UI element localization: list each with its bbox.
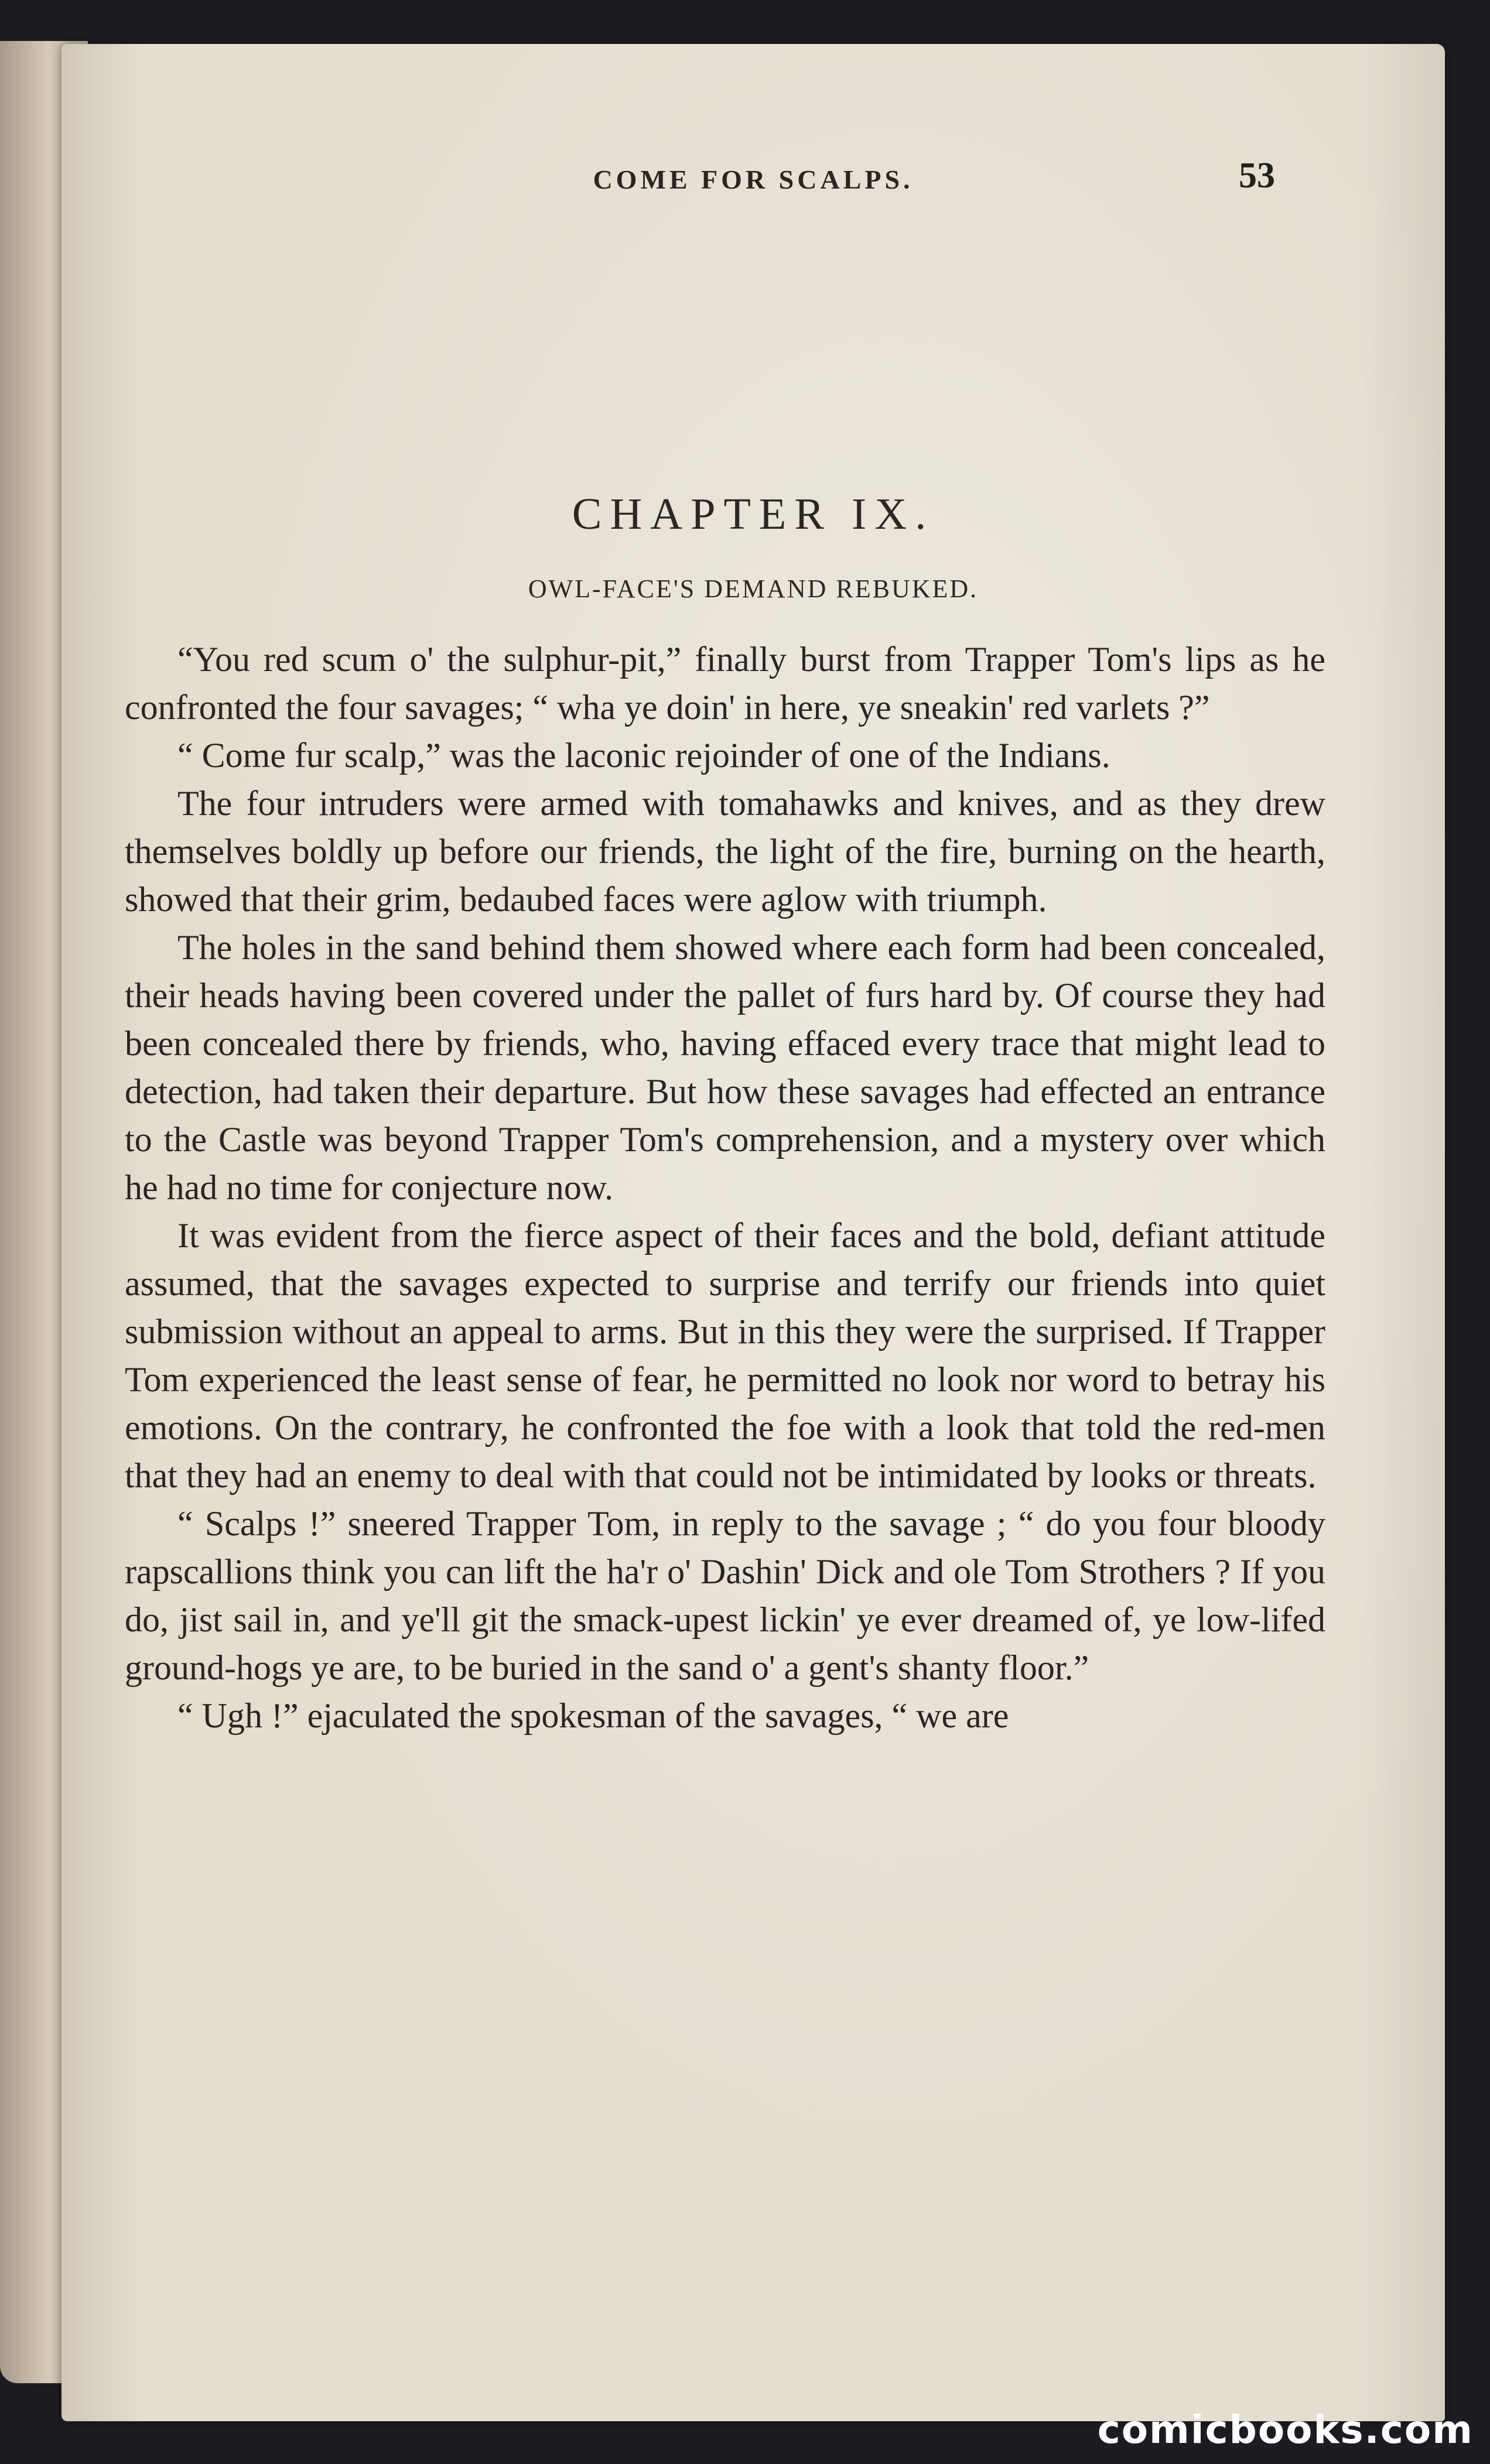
chapter-title: CHAPTER IX. xyxy=(572,490,935,539)
paragraph: “ Come fur scalp,” was the laconic rejoinder of one of the Indians. xyxy=(177,736,1110,775)
body-text xyxy=(125,635,1325,1740)
chapter-subtitle: OWL-FACE'S DEMAND REBUKED. xyxy=(528,574,979,603)
book-page xyxy=(61,44,1445,2421)
paragraph: “ Scalps !” sneered Trapper Tom, in reply to the savage ; “ do you four bloody rapscallions think you can lift the ha'r o' Dashin' Dick and ole Tom Strothers ? If you do, jist sail in, and ye'll git the smack-upest lickin' ye ever dreamed of, ye low-lifed ground-hogs ye are, to be buried in the sand o' a gent's shanty floor.” xyxy=(125,1504,1325,1687)
paragraph: “ Ugh !” ejaculated the spokesman of the savages, “ we are xyxy=(177,1696,1009,1735)
paragraph: “You red scum o' the sulphur-pit,” finally burst from Trapper Tom's lips as he confronted the four savages; “ wha ye doin' in here, ye sneakin' red varlets ?” xyxy=(125,640,1325,727)
watermark: comicbooks.com xyxy=(1097,2407,1474,2452)
paragraph: The four intruders were armed with tomahawks and knives, and as they drew themselves boldly up before our friends, the light of the fire, burning on the hearth, showed that their grim, bedaubed faces were aglow with triumph. xyxy=(125,784,1325,919)
page-number: 53 xyxy=(1239,156,1275,196)
paragraph: It was evident from the fierce aspect of their faces and the bold, defiant attitude assumed, that the savages expected to surprise and terrify our friends into quiet submission without an appeal to arms. But in this they were the surprised. If Trapper Tom experienced the least sense of fear, he permitted no look nor word to betray his emotions. On the contrary, he confronted the foe with a look that told the red-men that they had an enemy to deal with that could not be intimidated by looks or threats. xyxy=(125,1216,1325,1495)
paragraph: The holes in the sand behind them showed where each form had been concealed, their heads having been covered under the pallet of furs hard by. Of course they had been concealed there by friends, who, having effaced every trace that might lead to detection, had taken their departure. But how these savages had effected an entrance to the Castle was beyond Trapper Tom's comprehension, and a mystery over which he had no time for conjecture now. xyxy=(125,928,1325,1207)
running-head: COME FOR SCALPS. xyxy=(593,165,914,194)
